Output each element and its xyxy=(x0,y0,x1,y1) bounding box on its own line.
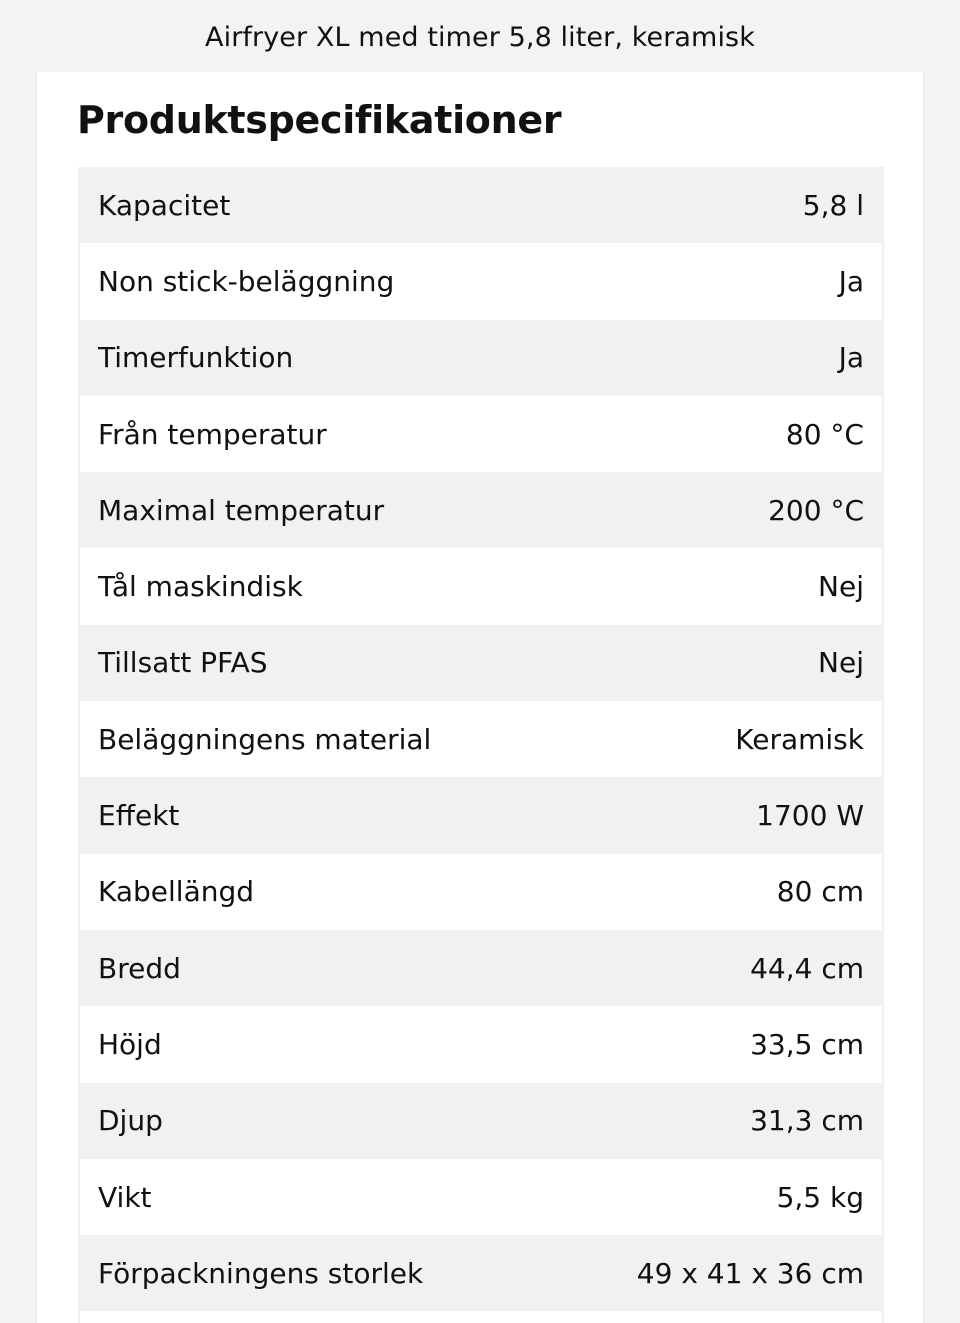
spec-value: 80 °C xyxy=(785,417,864,451)
table-row xyxy=(80,396,882,472)
spec-label: Maximal temperatur xyxy=(98,493,385,527)
spec-value: Nej xyxy=(818,570,864,604)
table-row xyxy=(80,472,882,548)
product-title: Airfryer XL med timer 5,8 liter, keramisk xyxy=(205,21,755,53)
top-bar xyxy=(0,0,960,72)
table-row xyxy=(80,701,882,777)
table-row xyxy=(80,243,882,319)
table-row-cut-off xyxy=(80,1311,882,1323)
spec-label: Kabellängd xyxy=(98,875,255,909)
table-row xyxy=(80,1006,882,1082)
spec-panel xyxy=(36,72,924,1323)
spec-table xyxy=(78,167,884,1323)
spec-value: 1700 W xyxy=(756,799,864,833)
spec-value: 49 x 41 x 36 cm xyxy=(636,1256,864,1290)
spec-label: Non stick-beläggning xyxy=(98,264,395,298)
table-row xyxy=(80,777,882,853)
table-row xyxy=(80,320,882,396)
table-row xyxy=(80,930,882,1006)
spec-value: Keramisk xyxy=(735,722,864,756)
spec-label: Timerfunktion xyxy=(98,341,294,375)
table-row xyxy=(80,625,882,701)
spec-label: Förpackningens storlek xyxy=(98,1256,424,1290)
spec-label: Vikt xyxy=(98,1180,152,1214)
spec-value: Ja xyxy=(838,264,864,298)
spec-label: Kapacitet xyxy=(98,188,231,222)
table-row xyxy=(80,1083,882,1159)
spec-label: Beläggningens material xyxy=(98,722,432,756)
table-row xyxy=(80,167,882,243)
spec-value: 5,8 l xyxy=(802,188,864,222)
spec-value: 5,5 kg xyxy=(776,1180,864,1214)
spec-value: 44,4 cm xyxy=(750,951,864,985)
table-row xyxy=(80,1235,882,1311)
spec-value: 200 °C xyxy=(768,493,864,527)
table-row xyxy=(80,854,882,930)
spec-label: Höjd xyxy=(98,1027,162,1061)
spec-value: Nej xyxy=(818,646,864,680)
table-row xyxy=(80,548,882,624)
section-title: Produktspecifikationer xyxy=(77,98,562,142)
table-row xyxy=(80,1159,882,1235)
spec-label: Tål maskindisk xyxy=(98,570,303,604)
spec-label: Effekt xyxy=(98,799,180,833)
spec-label: Bredd xyxy=(98,951,181,985)
spec-label: Från temperatur xyxy=(98,417,327,451)
spec-label: Tillsatt PFAS xyxy=(98,646,268,680)
spec-value: Ja xyxy=(838,341,864,375)
spec-value: 80 cm xyxy=(776,875,864,909)
spec-label: Djup xyxy=(98,1104,163,1138)
spec-value: 31,3 cm xyxy=(750,1104,864,1138)
spec-value: 33,5 cm xyxy=(750,1027,864,1061)
